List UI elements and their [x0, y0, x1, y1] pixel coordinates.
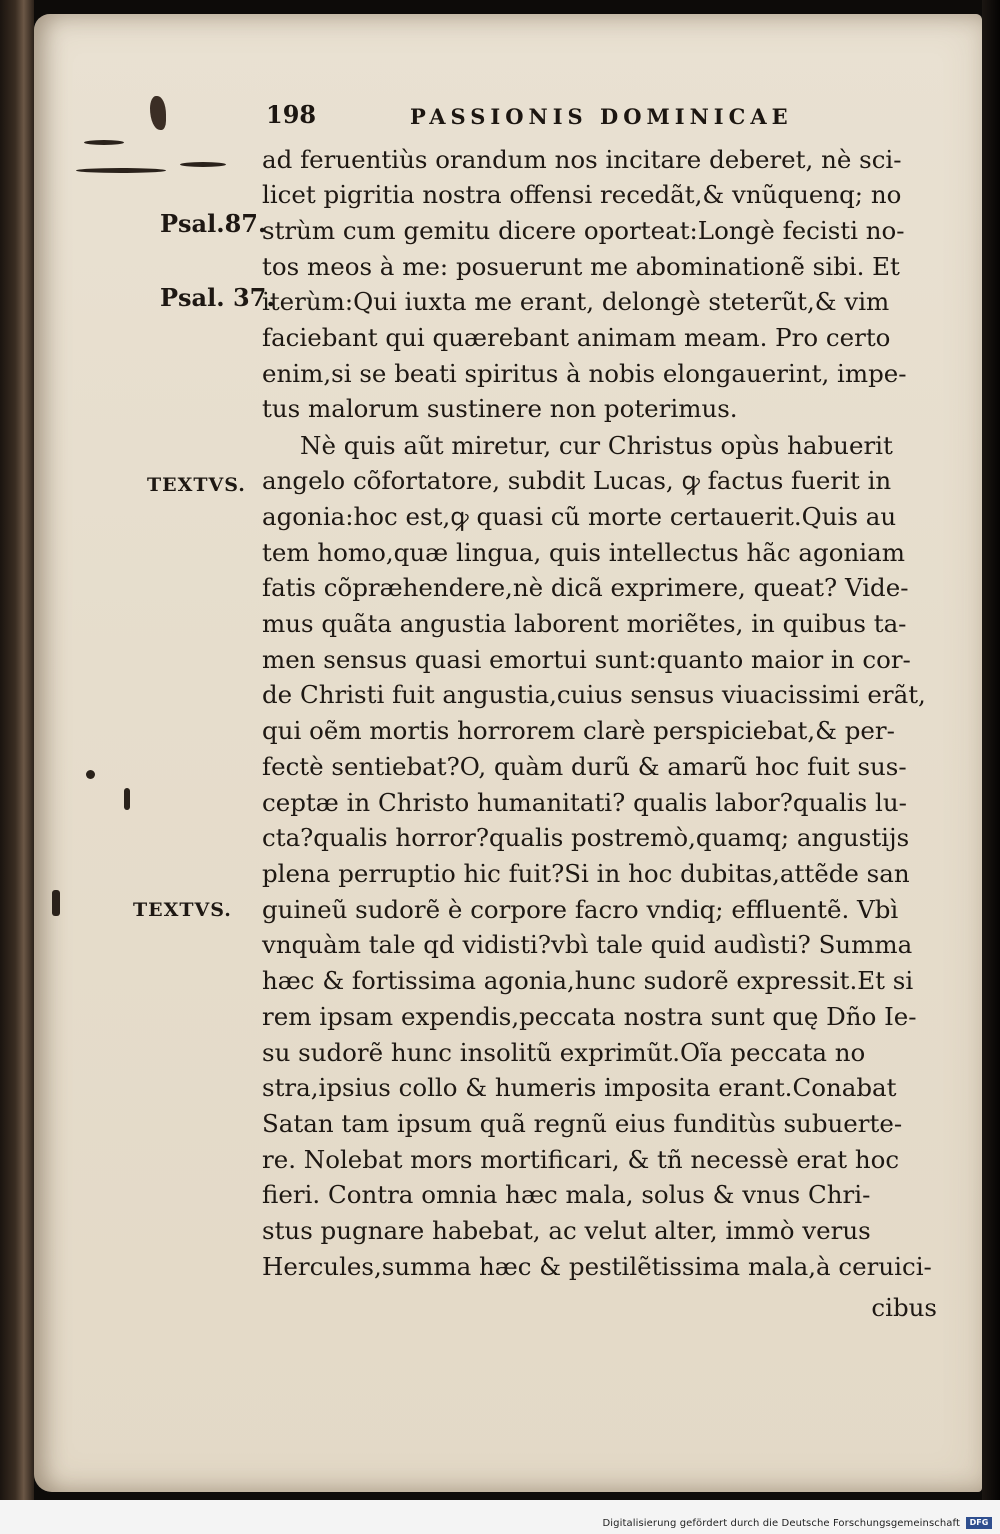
text-line: strùm cum gemitu dicere oporteat:Longè fecisti no- — [262, 216, 905, 245]
text-line: qui oẽm mortis horrorem clarè perspiciebat,& per- — [262, 716, 895, 745]
margin-note-textus: TEXTVS. — [147, 474, 246, 496]
text-line: tus malorum sustinere non poterimus. — [262, 394, 738, 423]
text-line: cta?qualis horror?qualis postremò,quamq; angustijs — [262, 823, 910, 852]
margin-note-psalm: Psal. 37. — [160, 283, 275, 312]
ink-annotation-mark — [180, 162, 226, 167]
text-line: hæc & fortissima agonia,hunc sudorẽ expressit.Et si — [262, 966, 914, 995]
ink-annotation-mark — [76, 168, 166, 173]
text-line: vnquàm tale qd vidisti?vbì tale quid audìsti? Summa — [262, 930, 913, 959]
footer-credit: Digitalisierung gefördert durch die Deutsche Forschungsgemeinschaft — [602, 1518, 960, 1529]
text-line: angelo cõfortatore, subdit Lucas, ꝙ factus fuerit in — [262, 466, 892, 495]
text-line: fectè sentiebat?O, quàm durũ & amarũ hoc fuit sus- — [262, 752, 907, 781]
text-line: fatis cõpræhendere,nè dicã exprimere, queat? Vide- — [262, 573, 909, 602]
text-line: re. Nolebat mors mortificari, & tñ necessè erat hoc — [262, 1145, 900, 1174]
page-number: 198 — [266, 100, 317, 129]
text-line: de Christi fuit angustia,cuius sensus viuacissimi erãt, — [262, 680, 926, 709]
text-line: enim,si se beati spiritus à nobis elongauerint, impe- — [262, 359, 907, 388]
text-line: guineũ sudorẽ è corpore facro vndiq; effluentẽ. Vbì — [262, 895, 899, 924]
text-line: mus quãta angustia laborent moriẽtes, in quibus ta- — [262, 609, 907, 638]
ink-annotation-mark — [84, 140, 124, 145]
text-line: Nè quis aũt miretur, cur Christus opùs habuerit — [300, 431, 893, 460]
text-line: stus pugnare habebat, ac velut alter, immò verus — [262, 1216, 871, 1245]
text-line: Satan tam ipsum quã regnũ eius funditùs subuerte- — [262, 1109, 903, 1138]
text-line: licet pigritia nostra offensi recedãt,& vnũquenq; no — [262, 180, 902, 209]
page-edge-shadow — [982, 0, 1000, 1500]
book-spine — [0, 0, 34, 1500]
text-line: rem ipsam expendis,peccata nostra sunt quę Dño Ie- — [262, 1002, 917, 1031]
catchword: cibus — [871, 1293, 937, 1322]
text-line: fieri. Contra omnia hæc mala, solus & vnus Chri- — [262, 1180, 871, 1209]
text-line: tos meos à me: posuerunt me abominationẽ sibi. Et — [262, 252, 900, 281]
text-line: Hercules,summa hæc & pestilẽtissima mala,à ceruici- — [262, 1252, 932, 1281]
text-line: ad feruentiùs orandum nos incitare deberet, nè sci- — [262, 145, 902, 174]
text-line: men sensus quasi emortui sunt:quanto maior in cor- — [262, 645, 911, 674]
text-line: su sudorẽ hunc insolitũ exprimũt.Oĩa peccata no — [262, 1038, 866, 1067]
text-line: tem homo,quæ lingua, quis intellectus hãc agoniam — [262, 538, 905, 567]
dfg-logo-icon: DFG — [966, 1517, 992, 1529]
margin-note-psalm: Psal.87. — [160, 209, 267, 238]
text-line: stra,ipsius collo & humeris imposita erant.Conabat — [262, 1073, 897, 1102]
margin-note-textus: TEXTVS. — [133, 899, 232, 921]
text-line: faciebant qui quærebant animam meam. Pro certo — [262, 323, 891, 352]
text-line: plena perruptio hic fuit?Si in hoc dubitas,attẽde san — [262, 859, 910, 888]
text-line: ceptæ in Christo humanitati? qualis labor?qualis lu- — [262, 788, 907, 817]
ink-annotation-mark — [52, 890, 60, 916]
text-line: iterùm:Qui iuxta me erant, delongè steterũt,& vim — [262, 287, 890, 316]
ink-annotation-mark — [86, 770, 95, 779]
ink-annotation-mark — [124, 788, 130, 810]
running-head: PASSIONIS DOMINICAE — [410, 104, 793, 129]
text-line: agonia:hoc est,ꝙ quasi cũ morte certauerit.Quis au — [262, 502, 897, 531]
